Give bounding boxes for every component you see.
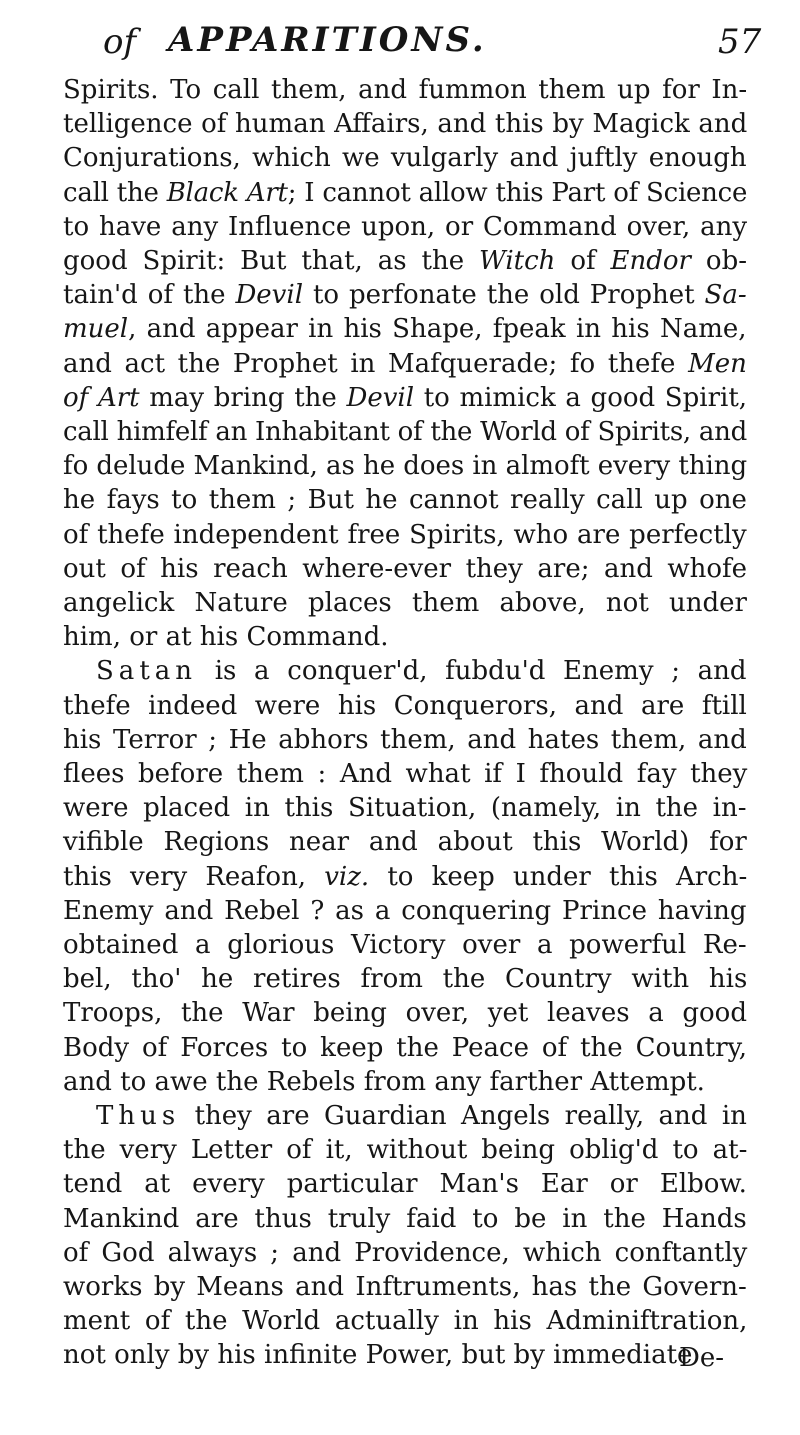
text-run: to mimick a good Spirit, bbox=[414, 382, 748, 413]
text-line bbox=[63, 140, 747, 176]
text-run: ob- bbox=[690, 246, 747, 276]
text-run: fo delude Mankind, as he does in almoft every thing bbox=[63, 451, 748, 482]
text-line bbox=[63, 482, 747, 518]
italic-run: Sa- bbox=[704, 280, 747, 311]
running-head-of: of bbox=[103, 22, 137, 62]
text-run: they are Guardian Angels really, and in bbox=[180, 1101, 747, 1131]
text-run: were placed in this Situation, (namely, in the in- bbox=[63, 793, 747, 824]
italic-run: of Art bbox=[63, 382, 140, 413]
italic-run: Black Art bbox=[166, 177, 288, 208]
text-run: Conjurations, which we vulgarly and juftly enough bbox=[63, 143, 747, 174]
text-run: angelick Nature places them above, not under bbox=[63, 588, 747, 618]
text-line bbox=[63, 311, 747, 347]
text-run: Spirits. To call them, and fummon them up for In- bbox=[63, 75, 748, 105]
italic-run: viz. bbox=[324, 861, 370, 892]
text-line bbox=[96, 653, 747, 689]
text-line bbox=[96, 1098, 747, 1134]
text-run: thefe indeed were his Conquerors, and are ftill bbox=[63, 690, 747, 721]
text-line bbox=[63, 1303, 747, 1339]
text-line bbox=[63, 243, 747, 279]
italic-run: Devil bbox=[235, 280, 304, 311]
small-caps-run: Thus bbox=[96, 1101, 181, 1131]
text-run: this very Reafon, bbox=[63, 861, 325, 892]
text-line bbox=[63, 380, 747, 416]
text-line bbox=[63, 277, 747, 313]
text-run: bel, tho' he retires from the Country with his bbox=[63, 964, 748, 995]
text-line bbox=[63, 551, 747, 587]
text-run: call himfelf an Inhabitant of the World of Spirits, and bbox=[63, 417, 747, 447]
italic-run: muel bbox=[63, 314, 129, 345]
text-line bbox=[63, 585, 747, 621]
text-run: ment of the World actually in his Adminiftration, bbox=[63, 1306, 748, 1337]
text-line bbox=[63, 209, 747, 245]
text-run: to perfonate the old Prophet bbox=[303, 280, 705, 311]
page-number: 57 bbox=[718, 22, 762, 62]
text-line bbox=[63, 688, 747, 724]
text-run: flees before them : And what if I fhould fay they bbox=[63, 759, 748, 789]
italic-run: Witch bbox=[479, 246, 556, 276]
italic-run: Endor bbox=[610, 246, 691, 276]
text-line bbox=[63, 1166, 747, 1202]
text-line bbox=[63, 1235, 747, 1271]
text-run: tain'd of the bbox=[63, 280, 236, 311]
text-run: works by Means and Inftruments, has the Govern- bbox=[63, 1272, 747, 1302]
text-run: , and appear in his Shape, fpeak in his Name, bbox=[128, 314, 747, 345]
text-line bbox=[63, 995, 747, 1031]
text-line bbox=[63, 1337, 692, 1373]
text-run: ; I cannot allow this Part of Science bbox=[287, 177, 748, 208]
running-head bbox=[0, 10, 800, 72]
text-line bbox=[63, 1201, 747, 1237]
text-run: Enemy and Rebel ? as a conquering Prince having bbox=[63, 895, 747, 926]
italic-run: Devil bbox=[346, 382, 415, 413]
text-line bbox=[63, 448, 747, 484]
italic-run: Men bbox=[688, 348, 747, 379]
text-run: and to awe the Rebels from any farther Attempt. bbox=[63, 1066, 705, 1097]
text-run: Troops, the War being over, yet leaves a good bbox=[63, 998, 747, 1029]
text-run: to keep under this Arch- bbox=[369, 861, 748, 892]
text-run: Body of Forces to keep the Peace of the Country, bbox=[63, 1032, 748, 1063]
text-run: not only by his infinite Power, but by immediate bbox=[63, 1340, 693, 1371]
text-line bbox=[63, 1269, 747, 1305]
text-run: telligence of human Affairs, and this by Magick and bbox=[63, 109, 748, 140]
text-line bbox=[63, 722, 747, 758]
text-run: he fays to them ; But he cannot really call up one bbox=[63, 485, 747, 516]
text-run: Mankind are thus truly faid to be in the Hands bbox=[63, 1203, 747, 1234]
running-head-title: APPARITIONS. bbox=[168, 20, 487, 60]
text-run: call the bbox=[63, 177, 167, 208]
catchword: De- bbox=[679, 1343, 725, 1373]
text-line bbox=[63, 961, 747, 997]
text-run: of thefe independent free Spirits, who are perfectly bbox=[63, 519, 747, 550]
text-run: the very Letter of it, without being oblig'd to at- bbox=[63, 1135, 748, 1166]
text-run: out of his reach where-ever they are; and whofe bbox=[63, 553, 748, 584]
text-run: and act the Prophet in Mafquerade; fo thefe bbox=[63, 348, 689, 379]
text-run: vifible Regions near and about this World) for bbox=[63, 827, 747, 858]
text-line bbox=[63, 619, 388, 655]
text-run: tend at every particular Man's Ear or Elbow. bbox=[63, 1169, 747, 1200]
text-line bbox=[63, 517, 747, 553]
text-run: may bring the bbox=[139, 382, 347, 413]
text-line bbox=[63, 893, 747, 929]
text-line bbox=[63, 790, 747, 826]
text-run: obtained a glorious Victory over a powerful Re- bbox=[63, 930, 747, 960]
text-line bbox=[63, 414, 747, 450]
text-line bbox=[63, 1132, 747, 1168]
text-run: of God always ; and Providence, which conftantly bbox=[63, 1237, 748, 1268]
text-run: is a conquer'd, fubdu'd Enemy ; and bbox=[197, 656, 747, 687]
text-line bbox=[63, 346, 747, 382]
text-line bbox=[63, 106, 747, 142]
text-line bbox=[63, 72, 747, 108]
text-run: his Terror ; He abhors them, and hates them, and bbox=[63, 724, 747, 755]
text-run: him, or at his Command. bbox=[63, 622, 389, 653]
text-run: of bbox=[555, 246, 611, 276]
text-line bbox=[63, 824, 747, 860]
text-line bbox=[63, 1030, 747, 1066]
text-line bbox=[63, 756, 747, 792]
text-line bbox=[63, 927, 747, 963]
text-line bbox=[63, 175, 747, 211]
small-caps-run: Satan bbox=[96, 656, 198, 687]
text-line bbox=[63, 1064, 705, 1100]
text-run: to have any Influence upon, or Command over, any bbox=[63, 211, 748, 242]
text-line bbox=[63, 859, 747, 895]
text-run: good Spirit: But that, as the bbox=[63, 246, 480, 276]
